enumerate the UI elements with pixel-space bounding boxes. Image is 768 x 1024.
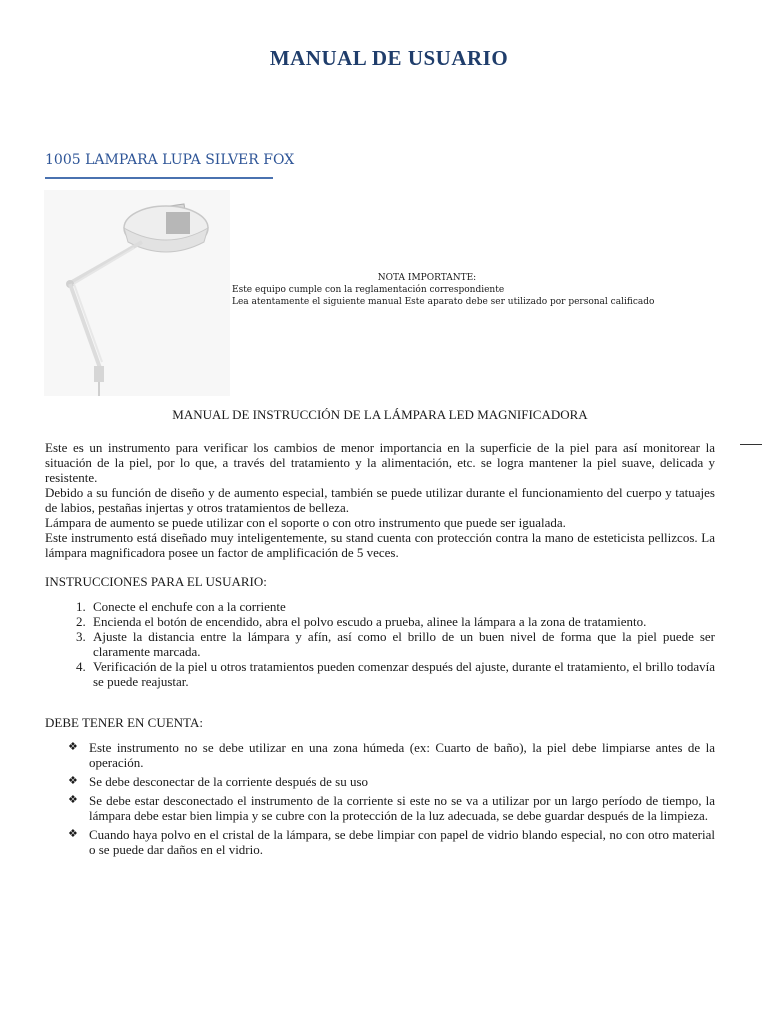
instruction-step: 2. Encienda el botón de encendido, abra el polvo escudo a prueba, alinee la lámpara a la zona de tratamiento. [89,614,715,629]
intro-paragraph: Debido a su función de diseño y de aumento especial, también se puede utilizar durante el funcionamiento del cuerpo y tatuajes de labios, pestañas injertas y otros tratamientos de belleza. [45,485,715,515]
instruction-steps [45,599,715,689]
diamond-bullet-icon: ❖ [68,794,78,806]
note-title: NOTA IMPORTANTE: [377,273,477,283]
diamond-bullet-icon: ❖ [68,828,78,840]
instruction-step: 1. Conecte el enchufe con a la corriente [89,599,715,614]
instruction-step: 4. Verificación de la piel u otros tratamientos pueden comenzar después del ajuste, durante el tratamiento, el brillo todavía se puede reajustar. [89,659,715,689]
intro-paragraph: Lámpara de aumento se puede utilizar con el soporte o con otro instrumento que puede ser igualada. [45,515,566,530]
caution-item [68,740,715,770]
note-line: Lea atentamente el siguiente manual Este aparato debe ser utilizado por personal calificado [232,297,655,307]
caution-text: Se debe estar desconectado el instrumento de la corriente si este no se va a utilizar por un largo período de tiempo, la lámpara debe estar bien limpia y se cubre con la protección de la luz adecuada, se debe guardar después de la limpieza. [89,793,715,823]
document-title: MANUAL DE USUARIO [269,46,509,70]
heading-underline [45,177,273,179]
section-title: MANUAL DE INSTRUCCIÓN DE LA LÁMPARA LED MAGNIFICADORA [172,407,588,422]
note-line: Este equipo cumple con la reglamentación correspondiente [232,285,505,295]
intro-paragraph: Este instrumento está diseñado muy inteligentemente, su stand cuenta con protección contra la mano de esteticista pellizcos. La lámpara magnificadora posee un factor de amplificación de 5 veces. [45,530,715,560]
caution-text: Cuando haya polvo en el cristal de la lámpara, se debe limpiar con papel de vidrio blando especial, no con otro material o se puede dar daños en el vidrio. [89,827,715,857]
instruction-step: 3. Ajuste la distancia entre la lámpara y afín, así como el brillo de un buen nivel de forma que la piel puede ser claramente marcada. [89,629,715,659]
diamond-bullet-icon: ❖ [68,741,78,753]
caution-item [68,827,715,857]
margin-mark [740,444,762,445]
product-heading: 1005 LAMPARA LUPA SILVER FOX [45,152,295,168]
caution-item [68,793,715,823]
important-note [232,272,732,308]
caution-item [68,774,715,789]
caution-text: Este instrumento no se debe utilizar en una zona húmeda (ex: Cuarto de baño), la piel debe limpiarse antes de la operación. [89,740,715,770]
diamond-bullet-icon: ❖ [68,775,78,787]
instructions-heading: INSTRUCCIONES PARA EL USUARIO: [45,574,267,589]
caution-text: Se debe desconectar de la corriente después de su uso [89,774,369,789]
caution-list [45,740,715,857]
notes-heading: DEBE TENER EN CUENTA: [45,715,203,730]
magnifier-lamp-image [44,190,230,396]
intro-paragraph: Este es un instrumento para verificar los cambios de menor importancia en la superficie de la piel para así monitorear la situación de la piel, por lo que, a través del tratamiento y la alimentación, etc. se logra mantener la piel suave, delicada y resistente. [45,440,715,485]
manual-body [45,407,715,861]
